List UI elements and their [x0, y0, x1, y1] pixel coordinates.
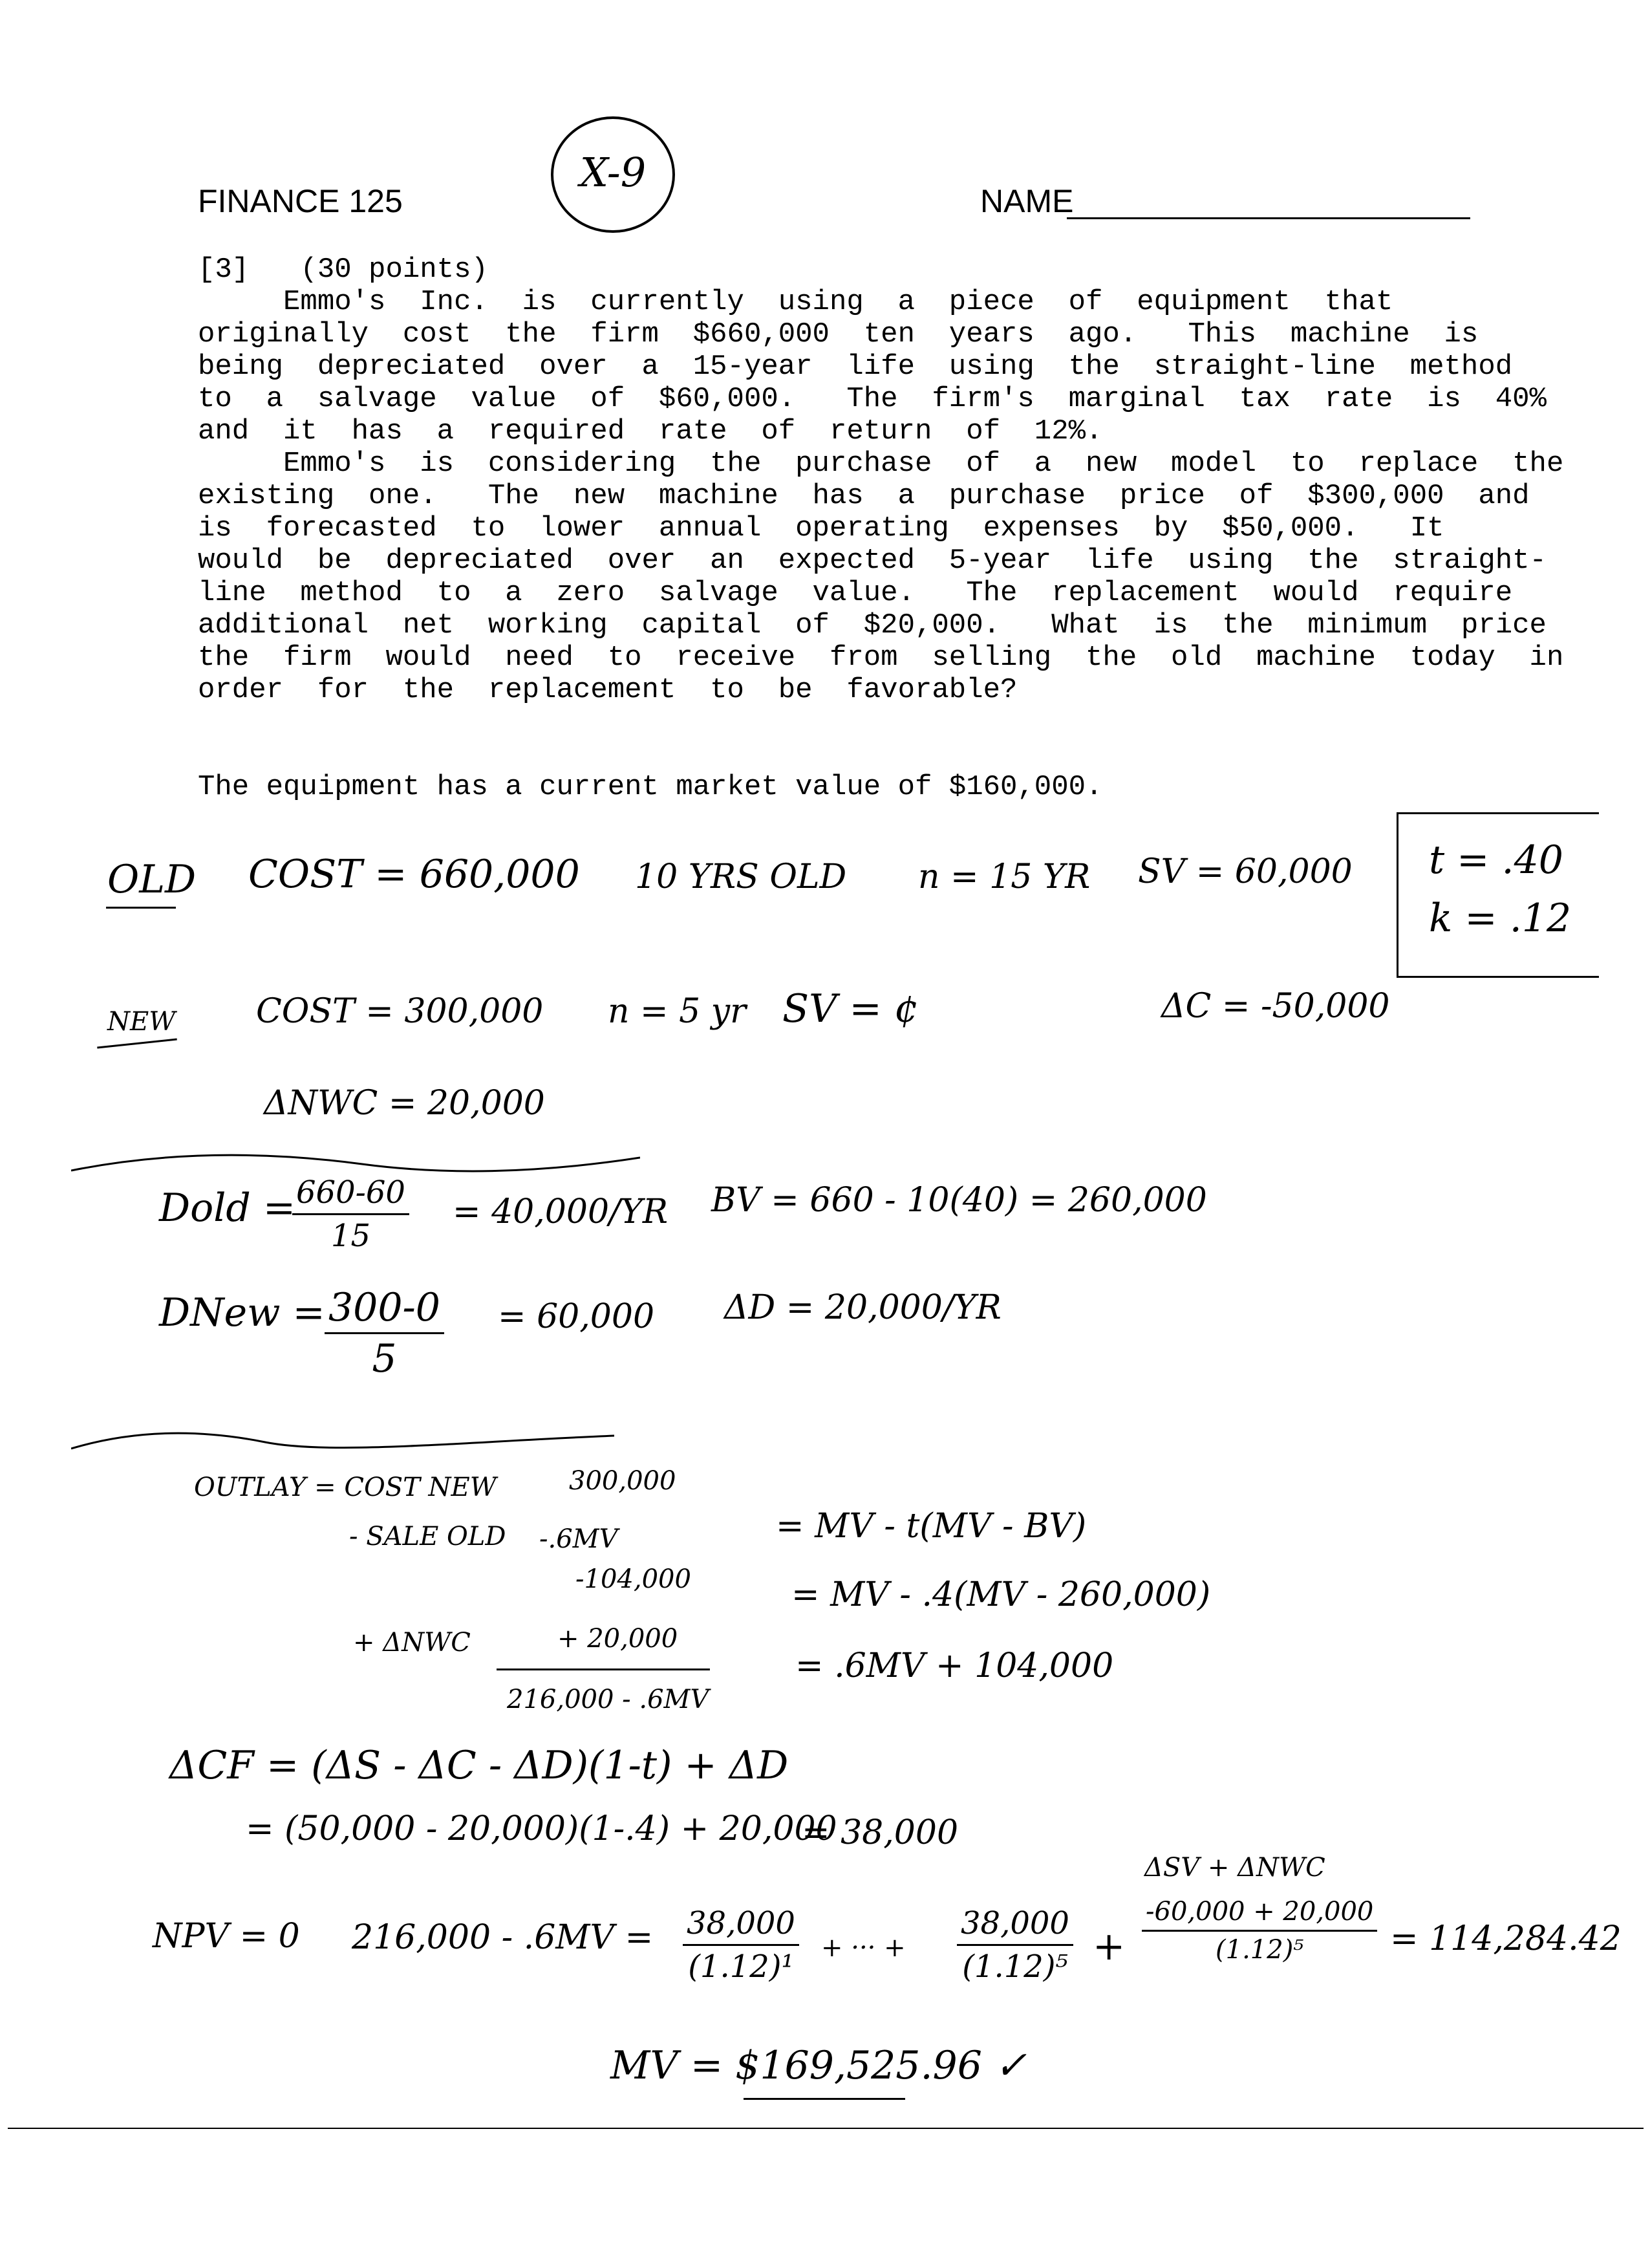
question-body-line: originally cost the firm $660,000 ten years ago. This machine is	[198, 318, 1479, 351]
outlay-total: 216,000 - .6MV	[507, 1685, 709, 1714]
d-new-numerator: 300-0	[325, 1288, 444, 1334]
divider-wave-2	[71, 1423, 614, 1462]
npv-term-5-numerator: 38,000	[957, 1908, 1073, 1946]
name-line	[1067, 217, 1470, 219]
question-number: [3]	[198, 254, 250, 286]
question-body-line: Emmo's is considering the purchase of a new model to replace the	[198, 448, 1564, 480]
npv-term-5-denominator: (1.12)⁵	[962, 1949, 1068, 1985]
acf-formula: ΔCF = (ΔS - ΔC - ΔD)(1-t) + ΔD	[169, 1743, 789, 1788]
required-return: k = .12	[1429, 896, 1572, 941]
outlay-nwc-label: + ΔNWC	[353, 1628, 471, 1658]
npv-terminal-denominator: (1.12)⁵	[1216, 1935, 1304, 1965]
outlay-label: OUTLAY = COST NEW	[194, 1473, 497, 1502]
question-points: (30 points)	[300, 254, 488, 286]
book-value: BV = 660 - 10(40) = 260,000	[711, 1181, 1207, 1220]
sale-equation-2: = MV - .4(MV - 260,000)	[791, 1575, 1211, 1614]
question-body-line: would be depreciated over an expected 5-year life using the straight-	[198, 545, 1547, 577]
outlay-nwc-value: + 20,000	[557, 1624, 678, 1654]
new-label: NEW	[107, 1007, 176, 1037]
question-body	[198, 286, 1563, 706]
outlay-sale-label: - SALE OLD	[349, 1522, 506, 1551]
npv-terminal-numerator: -60,000 + 20,000	[1142, 1899, 1377, 1932]
question-body-line: Emmo's Inc. is currently using a piece of equipment that	[198, 286, 1393, 318]
d-new-label: DNew =	[159, 1290, 325, 1335]
market-value-note: The equipment has a current market value of $160,000.	[198, 771, 1103, 803]
question-body-line: order for the replacement to be favorable?	[198, 674, 1018, 706]
npv-label: NPV = 0	[153, 1917, 300, 1956]
delta-operating-cost: ΔC = -50,000	[1161, 987, 1390, 1026]
old-underline	[106, 907, 176, 909]
new-underline	[97, 1039, 177, 1049]
d-old-numerator: 660-60	[292, 1177, 409, 1215]
npv-terminal-header: ΔSV + ΔNWC	[1144, 1853, 1325, 1883]
name-label: NAME	[980, 183, 1074, 219]
npv-ellipsis: + ··· +	[821, 1933, 906, 1963]
npv-result: = 114,284.42	[1390, 1919, 1622, 1958]
question-body-line: and it has a required rate of return of 12%.	[198, 415, 1103, 448]
tax-rate: t = .40	[1429, 837, 1563, 883]
old-label: OLD	[107, 857, 197, 902]
npv-term-1-denominator: (1.12)¹	[688, 1949, 794, 1985]
delta-depreciation: ΔD = 20,000/YR	[724, 1288, 1002, 1327]
question-body-line: is forecasted to lower annual operating expenses by $50,000. It	[198, 512, 1444, 545]
d-new-fraction	[325, 1285, 444, 1381]
npv-plus: +	[1093, 1924, 1126, 1969]
npv-lhs: 216,000 - .6MV =	[352, 1918, 654, 1957]
outlay-sale-value-2: -104,000	[575, 1564, 691, 1594]
problem-tag-label: X-9	[579, 149, 647, 196]
question-heading	[198, 254, 488, 286]
npv-term-5	[957, 1905, 1073, 1985]
outlay-sum-line	[497, 1669, 710, 1670]
acf-calculation: = (50,000 - 20,000)(1-.4) + 20,000	[246, 1809, 837, 1848]
old-life: n = 15 YR	[918, 858, 1091, 896]
old-age: 10 YRS OLD	[635, 858, 847, 896]
delta-nwc: ΔNWC = 20,000	[264, 1084, 545, 1123]
sale-equation-3: = .6MV + 104,000	[795, 1647, 1114, 1685]
question-body-line: existing one. The new machine has a purchase price of $300,000 and	[198, 480, 1530, 512]
question-body-line: to a salvage value of $60,000. The firm's marginal tax rate is 40%	[198, 383, 1547, 415]
question-body-line: line method to a zero salvage value. The replacement would require	[198, 577, 1513, 609]
course-title: FINANCE 125	[198, 183, 403, 219]
new-salvage: SV = ¢	[782, 986, 919, 1031]
d-old-label: Dold =	[159, 1185, 296, 1231]
acf-result: = 38,000	[802, 1813, 959, 1852]
question-body-line: additional net working capital of $20,000. What is the minimum price	[198, 609, 1547, 642]
sale-equation-1: = MV - t(MV - BV)	[776, 1507, 1087, 1546]
old-cost: COST = 660,000	[248, 852, 580, 897]
page-bottom-line	[8, 2128, 1644, 2129]
new-cost: COST = 300,000	[256, 992, 544, 1031]
npv-term-1-numerator: 38,000	[683, 1908, 799, 1946]
question-body-line: the firm would need to receive from selling the old machine today in	[198, 642, 1564, 674]
mv-answer: MV = $169,525.96 ✓	[610, 2043, 1027, 2088]
d-old-fraction	[292, 1174, 409, 1254]
outlay-cost: 300,000	[569, 1466, 676, 1496]
d-new-result: = 60,000	[498, 1297, 655, 1336]
outlay-sale-value: -.6MV	[539, 1524, 618, 1554]
old-salvage: SV = 60,000	[1138, 852, 1353, 891]
d-new-denominator: 5	[372, 1336, 397, 1381]
npv-term-1	[683, 1905, 799, 1985]
mv-answer-underline	[744, 2098, 905, 2100]
npv-terminal-term	[1142, 1899, 1377, 1963]
d-old-denominator: 15	[330, 1218, 370, 1254]
question-body-line: being depreciated over a 15-year life using the straight-line method	[198, 351, 1513, 383]
problem-tag-circle	[548, 110, 678, 239]
d-old-result: = 40,000/YR	[453, 1193, 669, 1231]
new-life: n = 5 yr	[608, 992, 746, 1031]
